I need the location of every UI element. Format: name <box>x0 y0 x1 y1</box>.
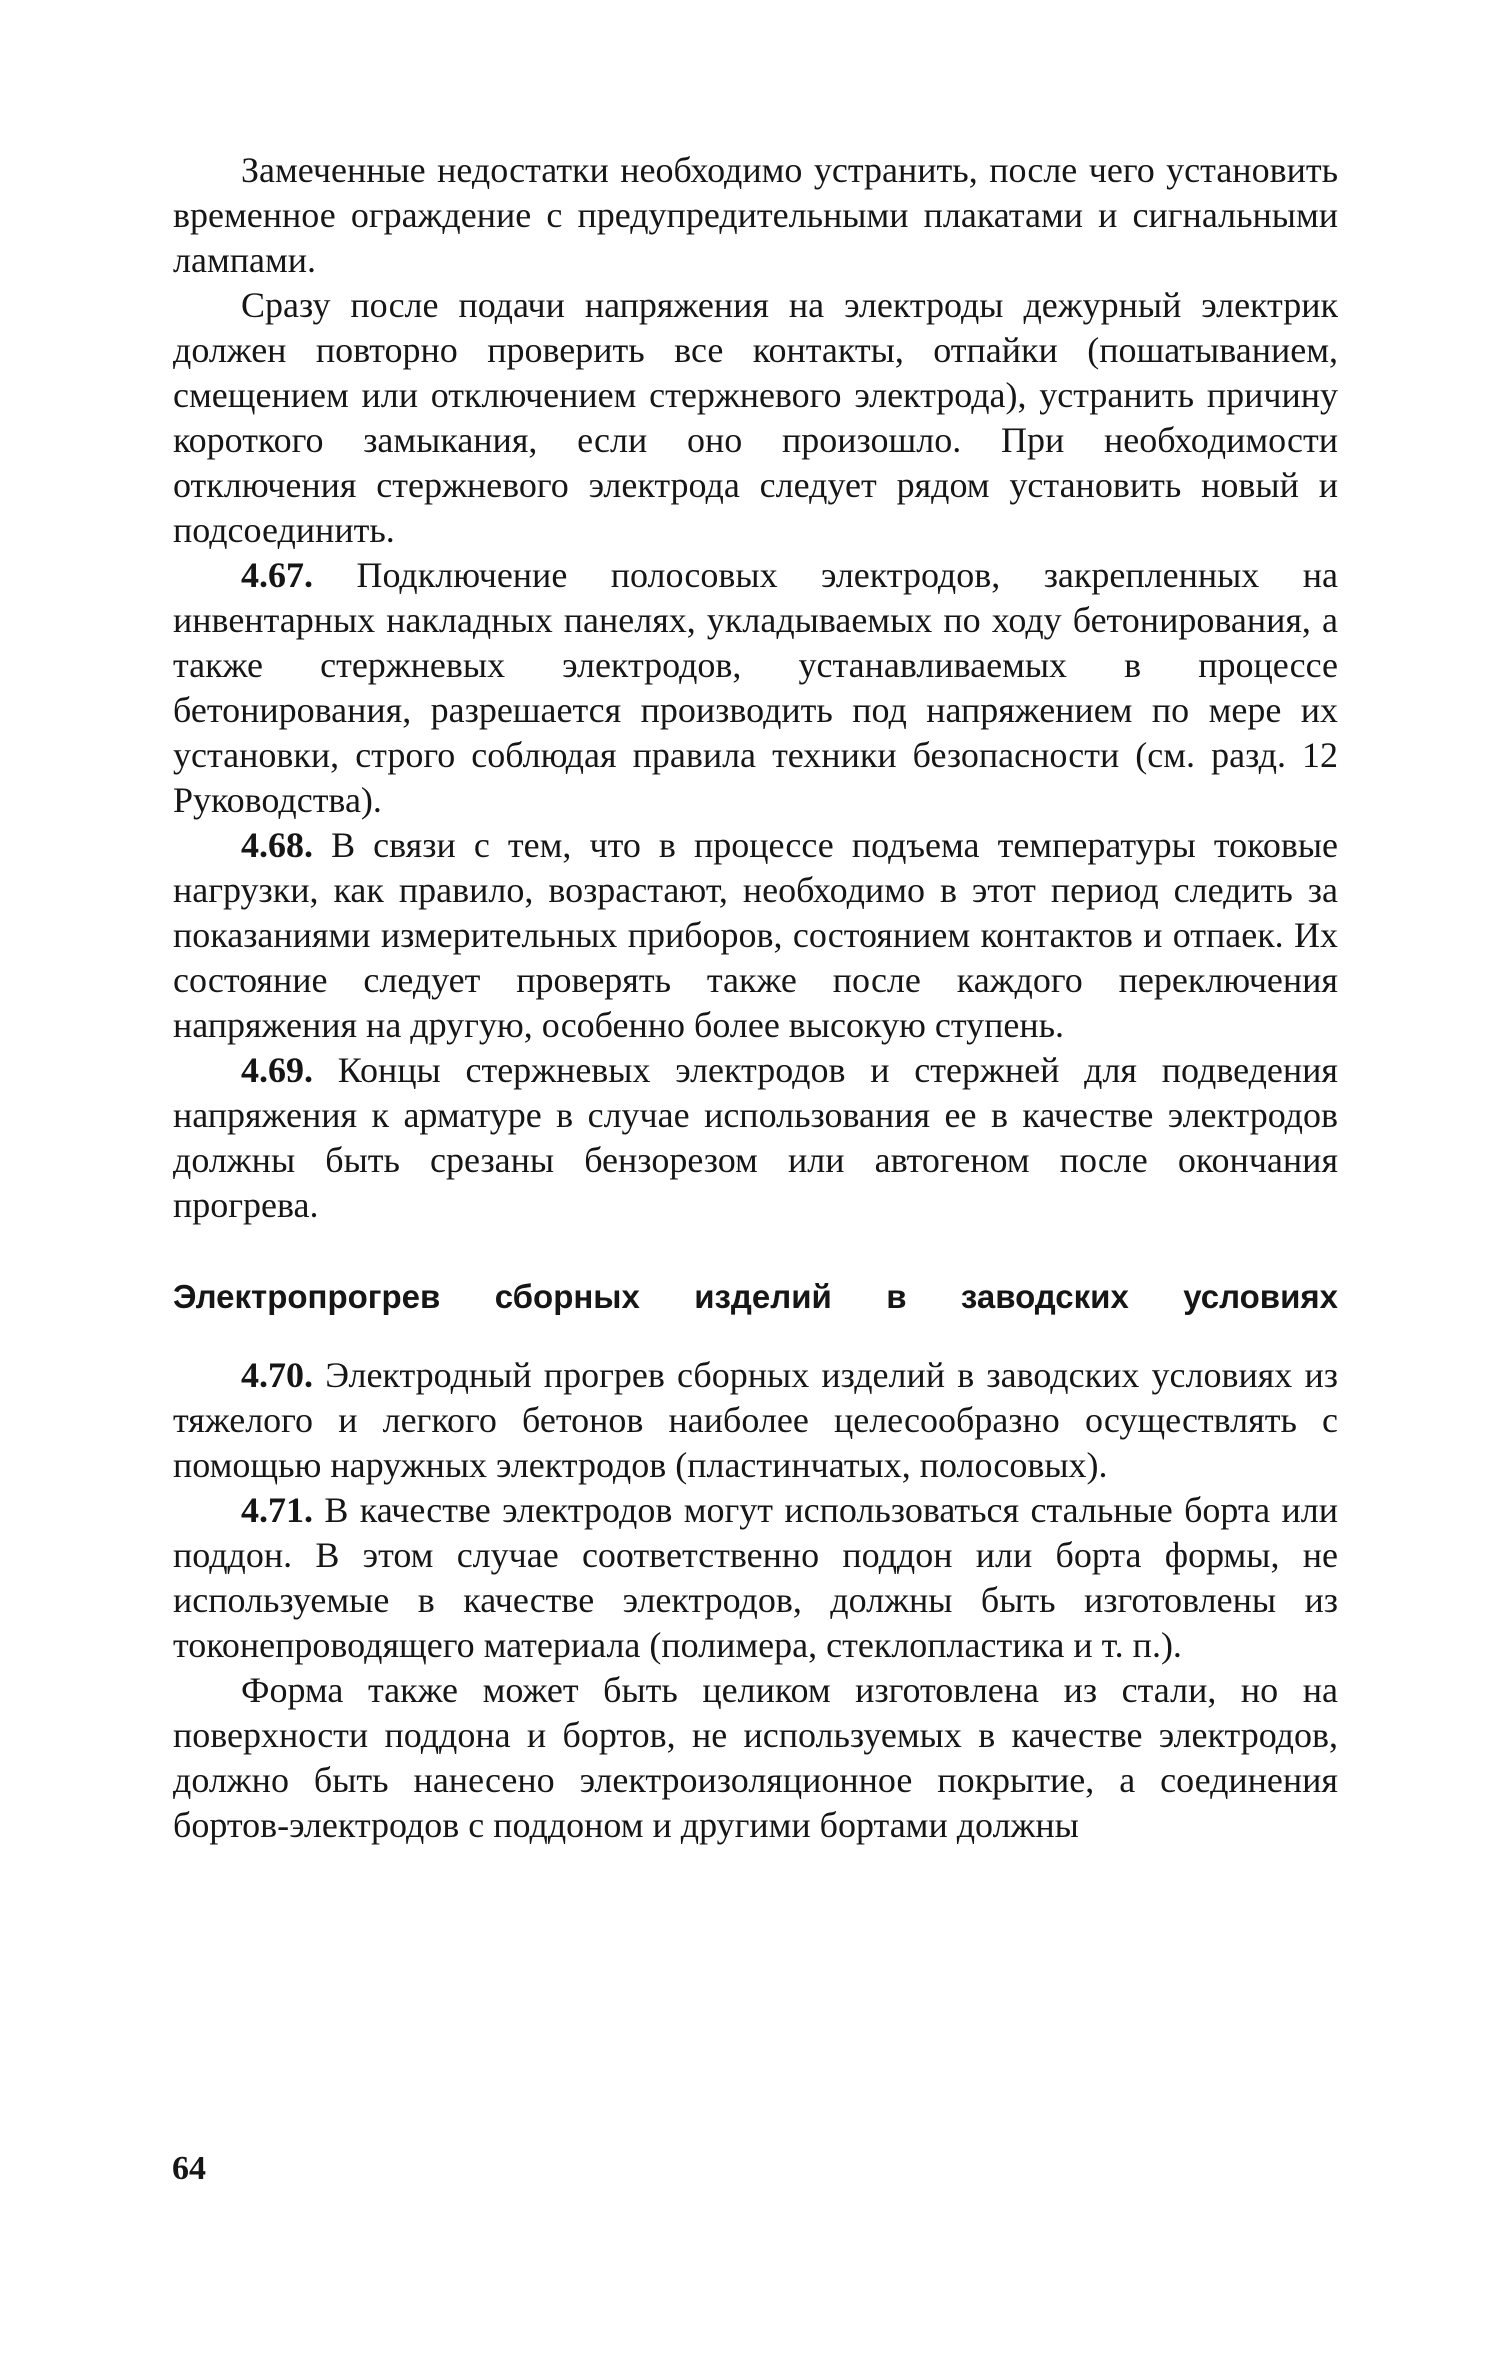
paragraph-text: Замеченные недостатки необходимо устранить, после чего установить временное ограждение с предупредительными плакатами и сигнальными лампами. <box>173 150 1338 280</box>
paragraph-text: Электродный прогрев сборных изделий в заводских условиях из тяжелого и легкого бетонов наиболее целесообразно осуществлять с помощью наружных электродов (пластинчатых, полосовых). <box>173 1355 1338 1485</box>
clause-number: 4.67. <box>241 555 313 595</box>
paragraph-text: В качестве электродов могут использоваться стальные борта или поддон. В этом случае соответственно поддон или борта формы, не используемые в качестве электродов, должны быть изготовлены из токонепроводящего материала (полимера, стеклопластика и т. п.). <box>173 1490 1338 1665</box>
paragraph-4-67 <box>173 553 1338 823</box>
paragraph-text: Сразу после подачи напряжения на электроды дежурный электрик должен повторно проверить все контакты, отпайки (пошатыванием, смещением или отключением стержневого электрода), устранить причину короткого замыкания, если оно произошло. При необходимости отключения стержневого электрода следует рядом установить новый и подсоединить. <box>173 285 1338 550</box>
paragraph-text: Концы стержневых электродов и стержней для подведения напряжения к арматуре в случае использования ее в качестве электродов должны быть срезаны бензорезом или автогеном после окончания прогрева. <box>173 1050 1338 1225</box>
paragraph-text: Форма также может быть целиком изготовлена из стали, но на поверхности поддона и бортов, не используемых в качестве электродов, должно быть нанесено электроизоляционное покрытие, а соединения бортов-электродов с поддоном и другими бортами должны <box>173 1670 1338 1845</box>
page-number: 64 <box>172 2150 206 2187</box>
paragraph-4-70 <box>173 1353 1338 1488</box>
paragraph-4-71 <box>173 1488 1338 1668</box>
section-heading: Электропрогрев сборных изделий в заводских условиях <box>173 1278 1338 1315</box>
clause-number: 4.70. <box>241 1355 313 1395</box>
clause-number: 4.69. <box>241 1050 313 1090</box>
paragraph-text: Подключение полосовых электродов, закрепленных на инвентарных накладных панелях, укладываемых по ходу бетонирования, а также стержневых электродов, устанавливаемых в процессе бетонирования, разрешается производить под напряжением по мере их установки, строго соблюдая правила техники безопасности (см. разд. 12 Руководства). <box>173 555 1338 820</box>
paragraph-4-68 <box>173 823 1338 1048</box>
clause-number: 4.68. <box>241 825 313 865</box>
document-page <box>173 148 1338 1848</box>
paragraph-1 <box>173 148 1338 283</box>
clause-number: 4.71. <box>241 1490 313 1530</box>
paragraph-last <box>173 1668 1338 1848</box>
paragraph-text: В связи с тем, что в процессе подъема температуры токовые нагрузки, как правило, возрастают, необходимо в этот период следить за показаниями измерительных приборов, состоянием контактов и отпаек. Их состояние следует проверять также после каждого переключения напряжения на другую, особенно более высокую ступень. <box>173 825 1338 1045</box>
paragraph-4-69 <box>173 1048 1338 1228</box>
paragraph-2 <box>173 283 1338 553</box>
